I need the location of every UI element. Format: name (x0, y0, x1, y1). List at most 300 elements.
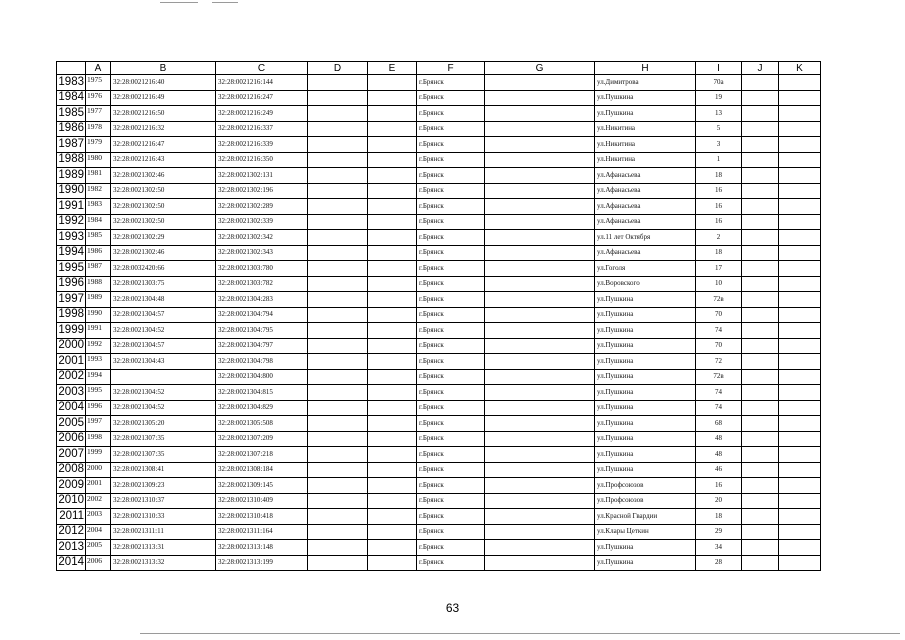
cell-b: 32:28:0021302:46 (111, 245, 216, 261)
cell-e (368, 369, 417, 385)
cell-f: г.Брянск (417, 338, 485, 354)
cell-g (485, 524, 595, 540)
row-number: 2003 (57, 385, 86, 401)
cell-g (485, 447, 595, 463)
cell-h: ул.Пушкина (595, 385, 696, 401)
cell-j (742, 385, 779, 401)
cell-g (485, 400, 595, 416)
cell-c: 32:28:0021304:815 (216, 385, 308, 401)
row-number: 2009 (57, 478, 86, 494)
cell-b: 32:28:0021304:57 (111, 307, 216, 323)
cell-g (485, 214, 595, 230)
cell-h: ул.Афанасьева (595, 199, 696, 215)
cell-c: 32:28:0021303:780 (216, 261, 308, 277)
cell-i: 74 (696, 385, 742, 401)
cell-g (485, 245, 595, 261)
cell-a: 1983 (86, 199, 111, 215)
cell-d (308, 261, 368, 277)
cell-g (485, 121, 595, 137)
cell-i: 17 (696, 261, 742, 277)
cell-c: 32:28:0021304:795 (216, 323, 308, 339)
cell-c: 32:28:0021302:342 (216, 230, 308, 246)
cell-b: 32:28:0021302:50 (111, 199, 216, 215)
table-row (57, 447, 821, 463)
cell-g (485, 168, 595, 184)
cell-f: г.Брянск (417, 230, 485, 246)
cell-f: г.Брянск (417, 307, 485, 323)
cell-h: ул.Никитина (595, 152, 696, 168)
cell-g (485, 183, 595, 199)
cell-j (742, 369, 779, 385)
cell-k (779, 292, 821, 308)
cell-h: ул.Никитина (595, 137, 696, 153)
cell-a: 1975 (86, 75, 111, 91)
cell-c: 32:28:0021304:800 (216, 369, 308, 385)
cell-i: 20 (696, 493, 742, 509)
cell-d (308, 168, 368, 184)
cell-k (779, 493, 821, 509)
cell-k (779, 555, 821, 571)
table-row (57, 230, 821, 246)
cell-j (742, 555, 779, 571)
cell-f: г.Брянск (417, 276, 485, 292)
cell-b: 32:28:0021309:23 (111, 478, 216, 494)
row-number: 1984 (57, 90, 86, 106)
cell-a: 1991 (86, 323, 111, 339)
table-row (57, 214, 821, 230)
cell-f: г.Брянск (417, 121, 485, 137)
row-number: 2002 (57, 369, 86, 385)
cell-i: 18 (696, 509, 742, 525)
cell-b: 32:28:0021302:46 (111, 168, 216, 184)
cell-a: 1979 (86, 137, 111, 153)
cell-k (779, 323, 821, 339)
cell-e (368, 493, 417, 509)
cell-f: г.Брянск (417, 462, 485, 478)
row-number: 2000 (57, 338, 86, 354)
row-number: 1996 (57, 276, 86, 292)
table-row (57, 90, 821, 106)
cell-a: 1996 (86, 400, 111, 416)
cell-b: 32:28:0021304:52 (111, 400, 216, 416)
cell-h: ул.Красной Гвардии (595, 509, 696, 525)
cell-e (368, 276, 417, 292)
cell-a: 1985 (86, 230, 111, 246)
cell-c: 32:28:0021304:794 (216, 307, 308, 323)
cell-b: 32:28:0021302:50 (111, 214, 216, 230)
table-row (57, 276, 821, 292)
cell-b: 32:28:0021313:31 (111, 540, 216, 556)
cell-a: 1995 (86, 385, 111, 401)
cell-a: 1989 (86, 292, 111, 308)
cell-f: г.Брянск (417, 323, 485, 339)
cell-f: г.Брянск (417, 261, 485, 277)
cell-e (368, 307, 417, 323)
cell-d (308, 276, 368, 292)
cell-g (485, 462, 595, 478)
cell-h: ул.Афанасьева (595, 168, 696, 184)
cell-j (742, 214, 779, 230)
cell-d (308, 478, 368, 494)
column-header-j: J (742, 62, 779, 75)
cell-i: 13 (696, 106, 742, 122)
cell-k (779, 106, 821, 122)
cell-k (779, 168, 821, 184)
table-row (57, 385, 821, 401)
cell-c: 32:28:0021302:131 (216, 168, 308, 184)
cell-c: 32:28:0021216:350 (216, 152, 308, 168)
cell-j (742, 75, 779, 91)
cell-h: ул.Гоголя (595, 261, 696, 277)
cell-k (779, 90, 821, 106)
cell-b: 32:28:0021304:52 (111, 323, 216, 339)
table-row (57, 245, 821, 261)
bottom-rule (140, 633, 900, 634)
table-row (57, 400, 821, 416)
cell-g (485, 199, 595, 215)
cell-c: 32:28:0021304:798 (216, 354, 308, 370)
cell-h: ул.Пушкина (595, 338, 696, 354)
cell-f: г.Брянск (417, 137, 485, 153)
table-row (57, 168, 821, 184)
cell-h: ул.Клары Цеткин (595, 524, 696, 540)
cell-j (742, 276, 779, 292)
cell-b (111, 369, 216, 385)
spreadsheet-table (56, 61, 821, 571)
cell-d (308, 540, 368, 556)
cell-h: ул.Афанасьева (595, 214, 696, 230)
cell-e (368, 540, 417, 556)
cell-e (368, 183, 417, 199)
cell-a: 1994 (86, 369, 111, 385)
cell-h: ул.Пушкина (595, 90, 696, 106)
cell-e (368, 385, 417, 401)
cell-a: 1984 (86, 214, 111, 230)
table-row (57, 137, 821, 153)
cell-a: 1978 (86, 121, 111, 137)
cell-b: 32:28:0032420:66 (111, 261, 216, 277)
cell-k (779, 416, 821, 432)
cell-a: 1997 (86, 416, 111, 432)
cell-g (485, 385, 595, 401)
cell-j (742, 230, 779, 246)
cell-g (485, 509, 595, 525)
page-number: 63 (445, 601, 460, 615)
cell-h: ул.Афанасьева (595, 183, 696, 199)
cell-b: 32:28:0021216:49 (111, 90, 216, 106)
row-number: 2001 (57, 354, 86, 370)
cell-k (779, 75, 821, 91)
cell-f: г.Брянск (417, 199, 485, 215)
table-row (57, 524, 821, 540)
cell-d (308, 292, 368, 308)
cell-e (368, 292, 417, 308)
cell-c: 32:28:0021302:196 (216, 183, 308, 199)
table-row (57, 261, 821, 277)
row-number: 1990 (57, 183, 86, 199)
cell-i: 19 (696, 90, 742, 106)
table-row (57, 462, 821, 478)
table-row (57, 75, 821, 91)
row-number: 1995 (57, 261, 86, 277)
cell-b: 32:28:0021302:29 (111, 230, 216, 246)
row-number: 2007 (57, 447, 86, 463)
cell-e (368, 354, 417, 370)
cell-c: 32:28:0021304:797 (216, 338, 308, 354)
cell-f: г.Брянск (417, 509, 485, 525)
cell-k (779, 152, 821, 168)
cell-e (368, 478, 417, 494)
cell-k (779, 338, 821, 354)
table-row (57, 369, 821, 385)
cell-i: 70а (696, 75, 742, 91)
row-number: 2013 (57, 540, 86, 556)
cell-a: 1998 (86, 431, 111, 447)
cell-k (779, 447, 821, 463)
cell-f: г.Брянск (417, 431, 485, 447)
row-number: 1989 (57, 168, 86, 184)
cell-e (368, 509, 417, 525)
cell-h: ул.Никитина (595, 121, 696, 137)
cell-d (308, 230, 368, 246)
cell-k (779, 509, 821, 525)
cell-b: 32:28:0021216:50 (111, 106, 216, 122)
cell-i: 68 (696, 416, 742, 432)
table-row (57, 431, 821, 447)
cell-i: 74 (696, 323, 742, 339)
cell-b: 32:28:0021308:41 (111, 462, 216, 478)
cell-g (485, 292, 595, 308)
column-header-f: F (417, 62, 485, 75)
row-number: 2005 (57, 416, 86, 432)
cell-a: 1992 (86, 338, 111, 354)
cell-k (779, 199, 821, 215)
cell-i: 29 (696, 524, 742, 540)
column-header-k: K (779, 62, 821, 75)
column-header-h: H (595, 62, 696, 75)
cell-b: 32:28:0021307:35 (111, 447, 216, 463)
cell-g (485, 493, 595, 509)
cell-j (742, 431, 779, 447)
cell-a: 2002 (86, 493, 111, 509)
cell-j (742, 106, 779, 122)
cell-g (485, 230, 595, 246)
cell-h: ул.Пушкина (595, 462, 696, 478)
row-number: 2004 (57, 400, 86, 416)
row-number: 2010 (57, 493, 86, 509)
cell-e (368, 323, 417, 339)
cell-f: г.Брянск (417, 369, 485, 385)
cell-f: г.Брянск (417, 416, 485, 432)
cell-h: ул.Профсоюзов (595, 478, 696, 494)
cell-h: ул.Пушкина (595, 307, 696, 323)
cell-d (308, 462, 368, 478)
cell-b: 32:28:0021304:57 (111, 338, 216, 354)
cell-e (368, 338, 417, 354)
cell-e (368, 230, 417, 246)
cell-f: г.Брянск (417, 292, 485, 308)
cell-d (308, 509, 368, 525)
cell-c: 32:28:0021302:339 (216, 214, 308, 230)
cell-a: 1987 (86, 261, 111, 277)
cell-c: 32:28:0021302:289 (216, 199, 308, 215)
cell-e (368, 90, 417, 106)
cell-g (485, 276, 595, 292)
row-number: 1983 (57, 75, 86, 91)
cell-k (779, 137, 821, 153)
cell-e (368, 462, 417, 478)
row-number: 1997 (57, 292, 86, 308)
table-row (57, 540, 821, 556)
cell-a: 1976 (86, 90, 111, 106)
cell-h: ул.Пушкина (595, 431, 696, 447)
table-row (57, 307, 821, 323)
cell-d (308, 369, 368, 385)
cell-j (742, 121, 779, 137)
cell-b: 32:28:0021216:40 (111, 75, 216, 91)
cell-b: 32:28:0021216:32 (111, 121, 216, 137)
row-number: 1987 (57, 137, 86, 153)
cell-c: 32:28:0021304:283 (216, 292, 308, 308)
cell-k (779, 354, 821, 370)
cell-c: 32:28:0021311:164 (216, 524, 308, 540)
cell-j (742, 152, 779, 168)
row-number: 1986 (57, 121, 86, 137)
table-row (57, 323, 821, 339)
cell-j (742, 307, 779, 323)
column-header-row (57, 62, 821, 75)
cell-k (779, 524, 821, 540)
cell-f: г.Брянск (417, 183, 485, 199)
cell-b: 32:28:0021310:37 (111, 493, 216, 509)
row-number: 1991 (57, 199, 86, 215)
cell-e (368, 121, 417, 137)
row-number: 1985 (57, 106, 86, 122)
cell-c: 32:28:0021305:508 (216, 416, 308, 432)
cell-g (485, 478, 595, 494)
column-header-g: G (485, 62, 595, 75)
cell-j (742, 447, 779, 463)
cell-e (368, 168, 417, 184)
cell-c: 32:28:0021310:418 (216, 509, 308, 525)
cell-d (308, 214, 368, 230)
cell-d (308, 354, 368, 370)
cell-d (308, 75, 368, 91)
cell-k (779, 307, 821, 323)
cell-g (485, 261, 595, 277)
cell-i: 72в (696, 369, 742, 385)
cell-j (742, 323, 779, 339)
row-number: 1999 (57, 323, 86, 339)
cell-c: 32:28:0021303:782 (216, 276, 308, 292)
table-row (57, 121, 821, 137)
cell-f: г.Брянск (417, 168, 485, 184)
cell-d (308, 137, 368, 153)
cell-e (368, 261, 417, 277)
cell-f: г.Брянск (417, 447, 485, 463)
row-number: 2006 (57, 431, 86, 447)
cell-i: 16 (696, 199, 742, 215)
cell-i: 16 (696, 214, 742, 230)
cell-j (742, 524, 779, 540)
cell-h: ул.Пушкина (595, 555, 696, 571)
row-number: 1998 (57, 307, 86, 323)
cell-a: 1990 (86, 307, 111, 323)
cell-f: г.Брянск (417, 385, 485, 401)
column-header-b: B (111, 62, 216, 75)
row-number: 1988 (57, 152, 86, 168)
cell-d (308, 323, 368, 339)
cell-c: 32:28:0021309:145 (216, 478, 308, 494)
cell-h: ул.Пушкина (595, 447, 696, 463)
cell-d (308, 447, 368, 463)
cell-h: ул.Пушкина (595, 540, 696, 556)
cell-a: 1986 (86, 245, 111, 261)
cell-a: 1993 (86, 354, 111, 370)
cell-h: ул.Пушкина (595, 292, 696, 308)
cell-b: 32:28:0021216:47 (111, 137, 216, 153)
cell-h: ул.Пушкина (595, 369, 696, 385)
cell-j (742, 462, 779, 478)
cell-g (485, 323, 595, 339)
row-number: 2011 (57, 509, 86, 525)
cell-i: 72 (696, 354, 742, 370)
column-header-a: A (86, 62, 111, 75)
cell-a: 1982 (86, 183, 111, 199)
cell-j (742, 137, 779, 153)
cell-k (779, 183, 821, 199)
cell-j (742, 540, 779, 556)
cell-c: 32:28:0021216:249 (216, 106, 308, 122)
cell-h: ул.Пушкина (595, 106, 696, 122)
cell-b: 32:28:0021216:43 (111, 152, 216, 168)
cell-k (779, 431, 821, 447)
cell-d (308, 90, 368, 106)
cell-b: 32:28:0021305:20 (111, 416, 216, 432)
column-header-e: E (368, 62, 417, 75)
cell-a: 1988 (86, 276, 111, 292)
cell-a: 2001 (86, 478, 111, 494)
cell-e (368, 524, 417, 540)
cell-c: 32:28:0021302:343 (216, 245, 308, 261)
cell-f: г.Брянск (417, 75, 485, 91)
cell-j (742, 416, 779, 432)
cell-g (485, 540, 595, 556)
cell-a: 1977 (86, 106, 111, 122)
cell-f: г.Брянск (417, 555, 485, 571)
cell-h: ул.Димитрова (595, 75, 696, 91)
cell-i: 48 (696, 447, 742, 463)
column-header-corner (57, 62, 86, 75)
cell-e (368, 137, 417, 153)
cell-c: 32:28:0021307:218 (216, 447, 308, 463)
cell-f: г.Брянск (417, 478, 485, 494)
table-row (57, 183, 821, 199)
cell-j (742, 199, 779, 215)
cell-g (485, 106, 595, 122)
cell-a: 1980 (86, 152, 111, 168)
cell-e (368, 152, 417, 168)
cell-d (308, 338, 368, 354)
cell-h: ул.11 лет Октября (595, 230, 696, 246)
cell-i: 18 (696, 168, 742, 184)
cell-j (742, 338, 779, 354)
row-number: 2014 (57, 555, 86, 571)
cell-a: 2000 (86, 462, 111, 478)
row-number: 2012 (57, 524, 86, 540)
cell-i: 74 (696, 400, 742, 416)
cell-i: 2 (696, 230, 742, 246)
